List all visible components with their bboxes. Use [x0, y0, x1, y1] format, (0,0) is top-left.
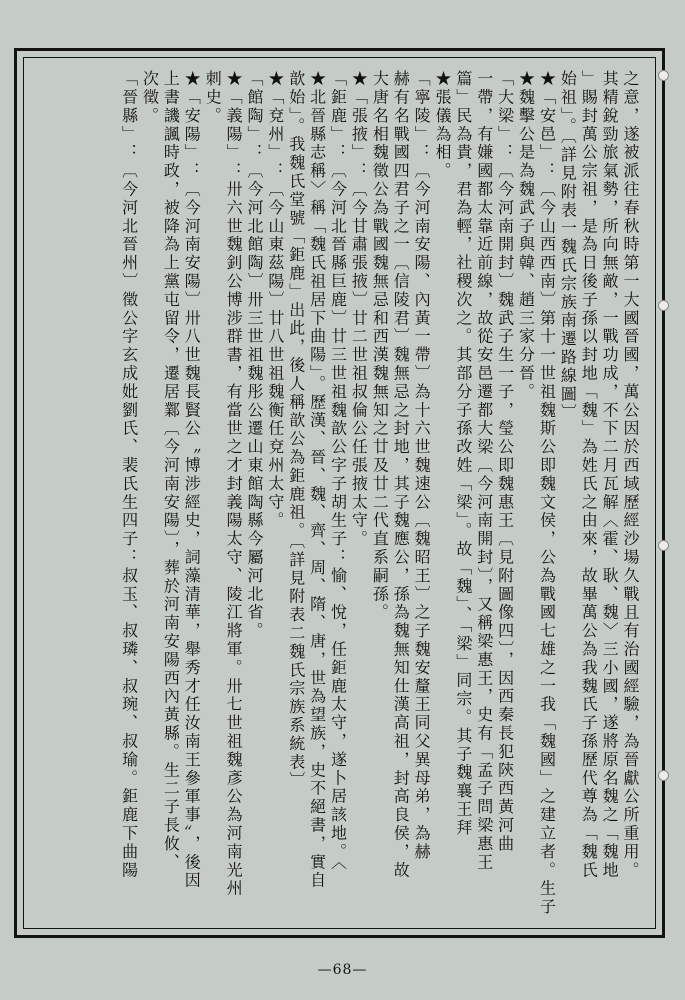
- text-column: ★「安陽」：〔今河南安陽〕卅八世魏長賢公〝博涉經史，詞藻清華，舉秀才任汝南王參軍事〞，後因: [182, 70, 202, 890]
- text-column: ★「安邑」：〔今山西西南〕第十一世祖魏斯公即魏文侯，公為戰國七雄之一我「魏國」之建立者。生子: [537, 70, 557, 917]
- text-column: ★北晉縣志稱〉稱「魏氏祖居下曲陽」。歷漢、晉、魏、齊、周、隋、唐，世為望族，史不絕書，實自: [307, 70, 327, 890]
- text-column: 次徵。: [140, 70, 160, 126]
- text-column: 「館陶」：〔今河北館陶〕卅三世祖魏彤公遷山東館陶縣今屬河北省。: [244, 70, 264, 641]
- text-column: ★魏擊公是為魏武子與韓、趙三家分晉。: [516, 70, 536, 402]
- text-column: 其精銳勁旅氣勢，所向無敵，一戰功成，不下二月瓦解〈霍、耿、魏〉三小國，遂將原名魏之「魏地: [600, 70, 620, 880]
- text-column: ★張儀為相。: [432, 70, 452, 181]
- text-column: ★「兗州」：〔今山東茲陽〕廿八世祖魏衡任兗州太守。: [265, 70, 285, 530]
- text-column: 大唐名相魏徵公為戰國魏無忌和西漢魏無知之廿及廿二代直系嗣孫。: [370, 70, 390, 622]
- binding-hole: [658, 770, 669, 781]
- page-number: —68—: [317, 962, 368, 978]
- text-body: [50, 70, 640, 920]
- text-column: 「大梁」：〔今河南開封〕魏武子生一子，瑩公即魏惠王〔見附圖像四〕，因西秦長犯陝西黃河曲: [495, 70, 515, 854]
- text-column: 「晉縣」：〔今河北晉州〕徵公字玄成妣劉氏、裴氏生四子：叔玉、叔璘、叔琬、叔瑜。鉅鹿下曲陽: [119, 70, 139, 880]
- text-column: 刺史。: [203, 70, 223, 126]
- text-column: 」賜封萬公宗祖，是為日後子孫以封地「魏」為姓氏之由來，故畢萬公為我魏氏子孫歷代尊為「魏氏: [579, 70, 599, 880]
- binding-hole: [658, 70, 669, 81]
- text-column: 一帶，有嫌國都太靠近前線，故從安邑遷都大梁〔今河南開封〕，又稱梁惠王，史有「孟子問梁惠王: [474, 70, 494, 872]
- text-column: ★「義陽」：卅六世魏釗公博涉群書，有當世之才封義陽太守、陵江將軍。卅七世祖魏彥公為河南光州: [224, 70, 244, 898]
- text-column: 之意，遂被派往春秋時第一大國晉國，萬公因於西域歷經沙場久戰且有治國經驗，為晉獻公所重用。: [621, 70, 640, 880]
- text-column: 上書譏諷時政，被降為上黨屯留令，遷居鄴〔今河南安陽〕，葬於河南安陽西內黃縣。生二子長攸、: [161, 70, 181, 872]
- text-column: 歆始」。我魏氏堂號「鉅鹿」出此，後人稱歆公為鉅鹿祖。〔詳見附表二魏氏宗族系統表〕: [286, 70, 306, 790]
- text-column: ★「張掖」：〔今甘肅張掖〕廿二世祖叔倫公任張掖太守。: [349, 70, 369, 549]
- text-column: 始祖」。〔詳見附表一魏氏宗族南遷路線圖〕: [558, 70, 578, 422]
- binding-hole: [658, 540, 669, 551]
- text-column: 「寧陵」：〔今河南安陽、內黃一帶〕為十六世魏速公〔魏昭王〕之子魏安釐王同父異母弟，為赫: [412, 70, 432, 862]
- text-column: 篇」民為貴，君為輕，社稷次之。其部分子孫改姓「梁」。故「魏」、「梁」同宗。其子魏襄王拜: [453, 70, 473, 838]
- text-column: 赫有名戰國四君子之一〔信陵君〕魏無忌之封地，其子魏應公，孫為魏無知仕漢高祖，封高良侯，故: [391, 70, 411, 880]
- binding-hole: [658, 300, 669, 311]
- text-column: 「鉅鹿」：〔今河北晉縣巨鹿〕廿三世祖魏歆公字子胡生子：愉、悅，任鉅鹿太守，遂卜居該地。〈: [328, 70, 348, 872]
